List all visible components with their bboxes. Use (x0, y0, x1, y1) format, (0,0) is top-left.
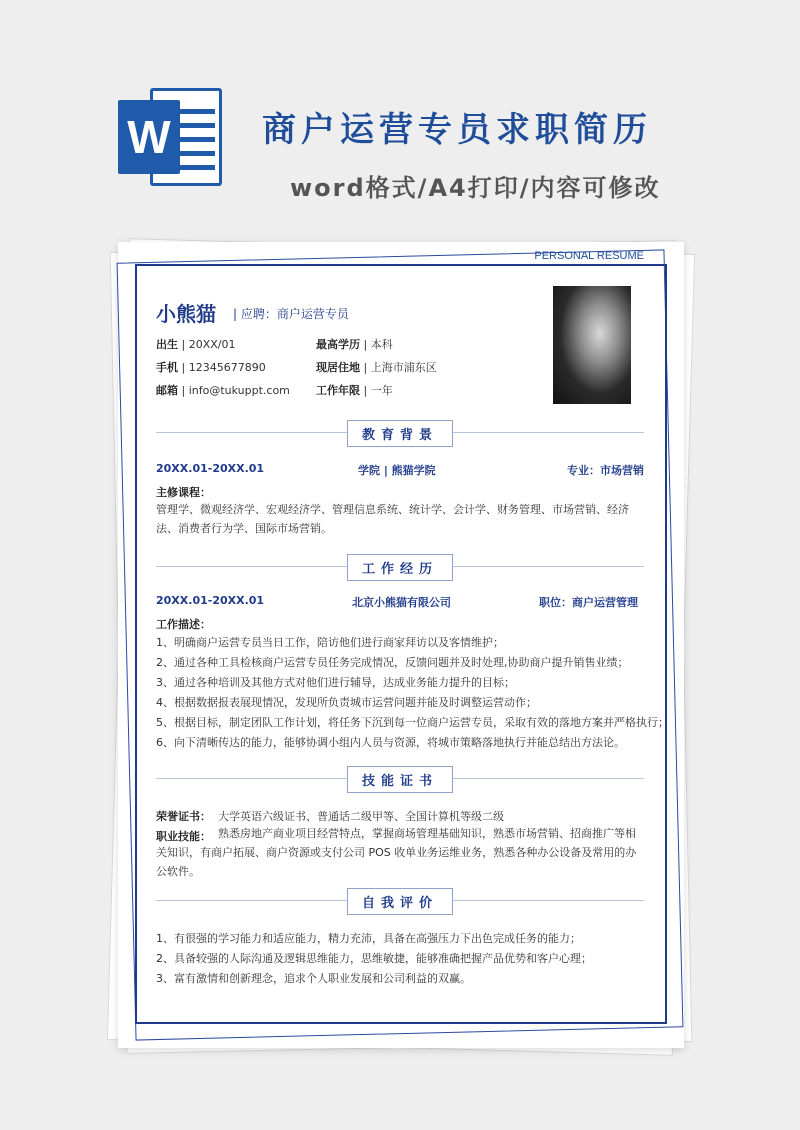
section-education (156, 420, 644, 444)
education-period: 20XX.01-20XX.01 (156, 462, 265, 475)
info-address: 现居住地 | 上海市浦东区 (316, 361, 437, 374)
section-header-education: 教育背景 (347, 420, 453, 447)
applied-position: | 应聘：商户运营专员 (233, 307, 349, 321)
banner-subtitle: word格式/A4打印/内容可修改 (290, 174, 661, 202)
work-item: 1、明确商户运营专员当日工作，陪访他们进行商家拜访以及客情维护； (156, 636, 504, 649)
section-header-skills: 技能证书 (347, 766, 453, 793)
honor-text: 大学英语六级证书、普通话二级甲等、全国计算机等级二级 (218, 810, 504, 823)
section-self-eval (156, 888, 644, 912)
personal-resume-label: PERSONAL RESUME (534, 250, 644, 262)
courses-label: 主修课程： (156, 486, 211, 499)
work-desc-label: 工作描述： (156, 618, 211, 631)
resume-page (118, 242, 684, 1048)
section-header-self-eval: 自我评价 (347, 888, 453, 915)
education-major: 专业：市场营销 (567, 464, 644, 477)
info-email: 邮箱 | info@tukuppt.com (156, 384, 290, 397)
skill-text: 熟悉房地产商业项目经营特点，掌握商场管理基础知识，熟悉市场营销、招商推广等相关知识，有商户拓展、商户资源或支付公司 POS 收单业务运维业务，熟悉各种办公设备及常用的办公软件。 (156, 827, 637, 878)
section-header-work: 工作经历 (347, 554, 453, 581)
work-item: 3、通过各种培训及其他方式对他们进行辅导，达成业务能力提升的目标； (156, 676, 515, 689)
info-education: 最高学历 | 本科 (316, 338, 393, 351)
self-eval-item: 1、有很强的学习能力和适应能力，精力充沛，具备在高强压力下出色完成任务的能力； (156, 932, 581, 945)
skill-label: 职业技能： (156, 830, 211, 843)
info-work-years: 工作年限 | 一年 (316, 384, 393, 397)
work-item: 5、根据目标，制定团队工作计划，将任务下沉到每一位商户运营专员，采取有效的落地方案并严格执行； (156, 716, 669, 729)
banner-title: 商户运营专员求职简历 (262, 110, 652, 150)
education-school: 学院 | 熊猫学院 (358, 464, 436, 477)
work-item: 2、通过各种工具检核商户运营专员任务完成情况，反馈问题并及时处理,协助商户提升销售业绩； (156, 656, 629, 669)
section-skills (156, 766, 644, 790)
info-phone: 手机 | 12345677890 (156, 361, 266, 374)
work-position: 职位：商户运营管理 (539, 596, 638, 609)
profile-photo (553, 286, 631, 404)
self-eval-item: 2、具备较强的人际沟通及逻辑思维能力，思维敏捷，能够准确把握产品优势和客户心理； (156, 952, 592, 965)
self-eval-item: 3、富有激情和创新理念，追求个人职业发展和公司利益的双赢。 (156, 972, 471, 985)
info-birth: 出生 | 20XX/01 (156, 338, 236, 351)
work-period: 20XX.01-20XX.01 (156, 594, 265, 607)
work-item: 6、向下清晰传达的能力，能够协调小组内人员与资源，将城市策略落地执行并能总结出方法论。 (156, 736, 625, 749)
courses-text: 管理学、微观经济学、宏观经济学、管理信息系统、统计学、会计学、财务管理、市场营销、经济法、消费者行为学、国际市场营销。 (156, 503, 629, 535)
honor-label: 荣誉证书： (156, 810, 211, 823)
candidate-name: 小熊猫 (156, 302, 216, 326)
word-letter-badge: W (118, 100, 180, 174)
word-document-icon (118, 82, 226, 192)
work-item: 4、根据数据报表展现情况，发现所负责城市运营问题并能及时调整运营动作； (156, 696, 537, 709)
section-work (156, 554, 644, 578)
work-company: 北京小熊猫有限公司 (352, 596, 451, 609)
